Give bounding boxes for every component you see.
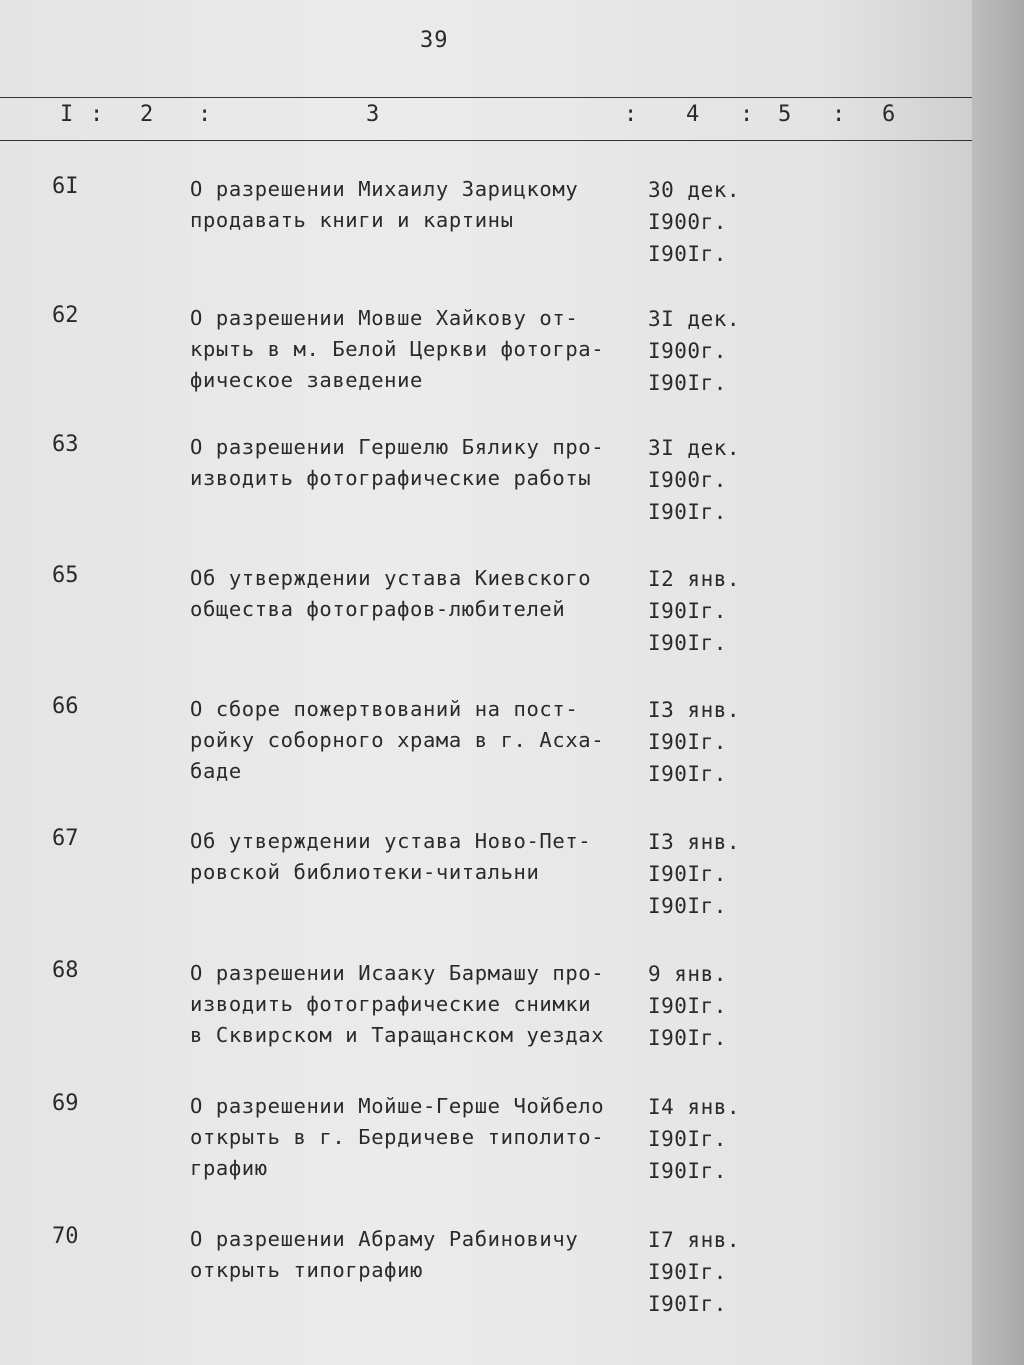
- date-line: I90Iг.: [648, 500, 727, 524]
- date-line: I90Iг.: [648, 1127, 727, 1151]
- title-line: общества фотографов-любителей: [190, 597, 566, 621]
- date-line: I900г.: [648, 210, 727, 234]
- date-line: I900г.: [648, 339, 727, 363]
- date-line: 3I дек.: [648, 436, 741, 460]
- date-line: I90Iг.: [648, 242, 727, 266]
- title-line: продавать книги и картины: [190, 208, 514, 232]
- title-line: Об утверждении устава Ново-Пет-: [190, 829, 592, 853]
- date-line: I90Iг.: [648, 1292, 727, 1316]
- column-1-header: I: [60, 102, 74, 127]
- date-line: I90Iг.: [648, 599, 727, 623]
- title-line: Об утверждении устава Киевского: [190, 566, 592, 590]
- row-number: 70: [52, 1224, 79, 1249]
- row-title: [190, 826, 650, 888]
- row-dates: [648, 958, 727, 1054]
- row-title: [190, 303, 650, 396]
- title-line: ройку соборного храма в г. Асха-: [190, 728, 605, 752]
- date-line: I3 янв.: [648, 698, 741, 722]
- title-line: О разрешении Абраму Рабиновичу: [190, 1227, 579, 1251]
- page-edge-shadow: [972, 0, 1024, 1365]
- column-separator: :: [198, 102, 212, 127]
- row-dates: [648, 303, 740, 399]
- date-line: I90Iг.: [648, 371, 727, 395]
- date-line: I90Iг.: [648, 994, 727, 1018]
- column-6-header: 6: [882, 102, 896, 127]
- row-dates: [648, 563, 740, 659]
- row-number: 66: [52, 694, 79, 719]
- column-separator: :: [624, 102, 638, 127]
- row-number: 67: [52, 826, 79, 851]
- title-line: открыть типографию: [190, 1258, 423, 1282]
- date-line: I90Iг.: [648, 1159, 727, 1183]
- date-line: I90Iг.: [648, 862, 727, 886]
- row-title: [190, 1091, 650, 1184]
- date-line: I2 янв.: [648, 567, 741, 591]
- column-separator: :: [832, 102, 846, 127]
- column-separator: :: [740, 102, 754, 127]
- row-title: [190, 432, 650, 494]
- title-line: фическое заведение: [190, 368, 423, 392]
- title-line: О разрешении Мовше Хайкову от-: [190, 306, 579, 330]
- row-number: 65: [52, 563, 79, 588]
- row-number: 68: [52, 958, 79, 983]
- column-4-header: 4: [686, 102, 700, 127]
- column-3-header: 3: [366, 102, 380, 127]
- date-line: 9 янв.: [648, 962, 727, 986]
- date-line: I4 янв.: [648, 1095, 741, 1119]
- row-number: 62: [52, 303, 79, 328]
- column-separator: :: [90, 102, 104, 127]
- date-line: 30 дек.: [648, 178, 741, 202]
- date-line: I90Iг.: [648, 1026, 727, 1050]
- row-number: 69: [52, 1091, 79, 1116]
- row-title: [190, 1224, 650, 1286]
- title-line: О разрешении Гершелю Бялику про-: [190, 435, 605, 459]
- header-top-rule: [0, 97, 972, 98]
- title-line: О сборе пожертвований на пост-: [190, 697, 579, 721]
- row-title: [190, 958, 650, 1051]
- row-dates: [648, 432, 740, 528]
- title-line: в Сквирском и Таращанском уездах: [190, 1023, 605, 1047]
- date-line: I900г.: [648, 468, 727, 492]
- date-line: I90Iг.: [648, 894, 727, 918]
- row-title: [190, 563, 650, 625]
- title-line: баде: [190, 759, 242, 783]
- row-dates: [648, 1091, 740, 1187]
- column-2-header: 2: [140, 102, 154, 127]
- title-line: графию: [190, 1156, 268, 1180]
- date-line: I90Iг.: [648, 1260, 727, 1284]
- row-title: [190, 694, 650, 787]
- row-dates: [648, 1224, 740, 1320]
- date-line: I90Iг.: [648, 730, 727, 754]
- date-line: I7 янв.: [648, 1228, 741, 1252]
- title-line: О разрешении Исааку Бармашу про-: [190, 961, 605, 985]
- row-number: 63: [52, 432, 79, 457]
- row-dates: [648, 826, 740, 922]
- date-line: I3 янв.: [648, 830, 741, 854]
- row-number: 6I: [52, 174, 79, 199]
- date-line: I90Iг.: [648, 762, 727, 786]
- title-line: изводить фотографические снимки: [190, 992, 592, 1016]
- row-dates: [648, 174, 740, 270]
- date-line: 3I дек.: [648, 307, 741, 331]
- title-line: О разрешении Михаилу Зарицкому: [190, 177, 579, 201]
- title-line: О разрешении Мойше-Герше Чойбело: [190, 1094, 605, 1118]
- header-bottom-rule: [0, 140, 972, 141]
- page-number: 39: [420, 28, 449, 53]
- column-5-header: 5: [778, 102, 792, 127]
- title-line: крыть в м. Белой Церкви фотогра-: [190, 337, 605, 361]
- title-line: изводить фотографические работы: [190, 466, 592, 490]
- title-line: ровской библиотеки-читальни: [190, 860, 540, 884]
- title-line: открыть в г. Бердичеве типолито-: [190, 1125, 605, 1149]
- row-title: [190, 174, 650, 236]
- date-line: I90Iг.: [648, 631, 727, 655]
- row-dates: [648, 694, 740, 790]
